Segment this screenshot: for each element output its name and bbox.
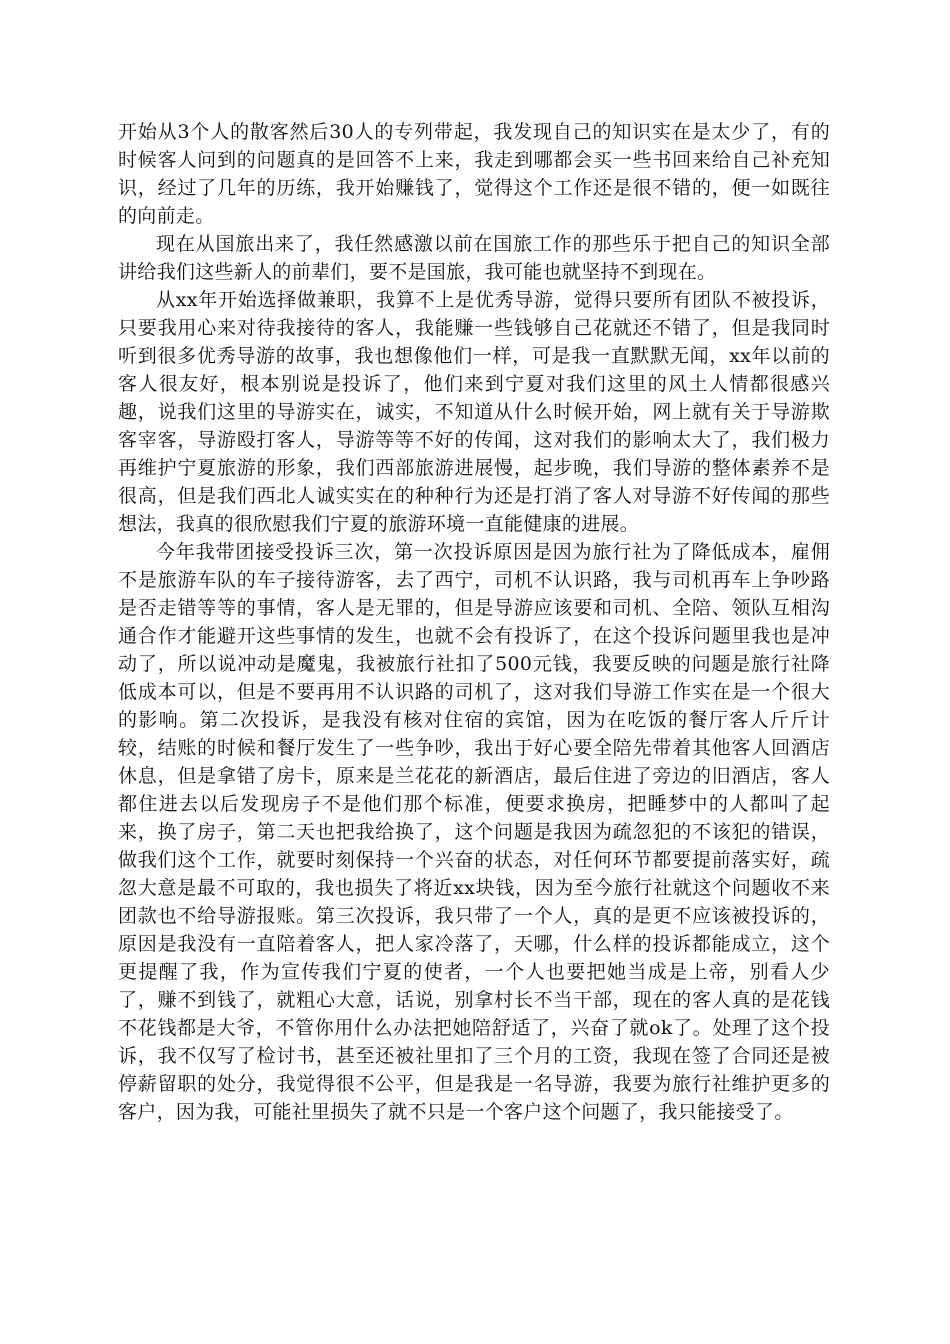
paragraph-4: 今年我带团接受投诉三次，第一次投诉原因是因为旅行社为了降低成本，雇佣不是旅游车队的车子接待游客，去了西宁，司机不认识路，我与司机再车上争吵路是否走错等等的事情，客人是无罪的，但是导游应该要和司机、全陪、领队互相沟通合作才能避开这些事情的发生，也就不会有投诉了，在这个投诉问题里我也是冲动了，所以说冲动是魔鬼，我被旅行社扣了500元钱，我要反映的问题是旅行社降低成本可以，但是不要再用不认识路的司机了，这对我们导游工作实在是一个很大的影响。第二次投诉，是我没有核对住宿的宾馆，因为在吃饭的餐厅客人斤斤计较，结账的时候和餐厅发生了一些争吵，我出于好心要全陪先带着其他客人回酒店休息，但是拿错了房卡，原来是兰花花的新酒店，最后住进了旁边的旧酒店，客人都住进去以后发现房子不是他们那个标准，便要求换房，把睡梦中的人都叫了起来，换了房子，第二天也把我给换了，这个问题是我因为疏忽犯的不该犯的错误，做我们这个工作，就要时刻保持一个兴奋的状态，对任何环节都要提前落实好，疏忽大意是最不可取的，我也损失了将近xx块钱，因为至今旅行社就这个问题收不来团款也不给导游报账。第三次投诉，我只带了一个人，真的是更不应该被投诉的，原因是我没有一直陪着客人，把人家冷落了，天哪，什么样的投诉都能成立，这个更提醒了我，作为宣传我们宁夏的使者，一个人也要把她当成是上帝，别看人少了，赚不到钱了，就粗心大意，话说，别拿村长不当干部，现在的客人真的是花钱不花钱都是大爷，不管你用什么办法把她陪舒适了，兴奋了就ok了。处理了这个投诉，我不仅写了检讨书，甚至还被社里扣了三个月的工资，我现在签了合同还是被停薪留职的处分，我觉得很不公平，但是我是一名导游，我要为旅行社维护更多的客户，因为我，可能社里损失了就不只是一个客户这个问题了，我只能接受了。 xyxy=(118,541,830,1123)
document-body xyxy=(118,118,830,1126)
paragraph-3: 从xx年开始选择做兼职，我算不上是优秀导游，觉得只要所有团队不被投诉，只要我用心来对待我接待的客人，我能赚一些钱够自己花就还不错了，但是我同时听到很多优秀导游的故事，我也想像他们一样，可是我一直默默无闻，xx年以前的客人很友好，根本别说是投诉了，他们来到宁夏对我们这里的风土人情都很感兴趣，说我们这里的导游实在，诚实，不知道从什么时候开始，网上就有关于导游欺客宰客，导游殴打客人，导游等等不好的传闻，这对我们的影响太大了，我们极力再维护宁夏旅游的形象，我们西部旅游进展慢，起步晚，我们导游的整体素养不是很高，但是我们西北人诚实实在的种种行为还是打消了客人对导游不好传闻的那些想法，我真的很欣慰我们宁夏的旅游环境一直能健康的进展。 xyxy=(118,289,830,535)
paragraph-2: 现在从国旅出来了，我任然感激以前在国旅工作的那些乐于把自己的知识全部讲给我们这些新人的前辈们，要不是国旅，我可能也就坚持不到现在。 xyxy=(118,233,830,283)
paragraph-1: 开始从3个人的散客然后30人的专列带起，我发现自己的知识实在是太少了，有的时候客人问到的问题真的是回答不上来，我走到哪都会买一些书回来给自己补充知识，经过了几年的历练，我开始赚钱了，觉得这个工作还是很不错的，便一如既往的向前走。 xyxy=(118,121,830,227)
